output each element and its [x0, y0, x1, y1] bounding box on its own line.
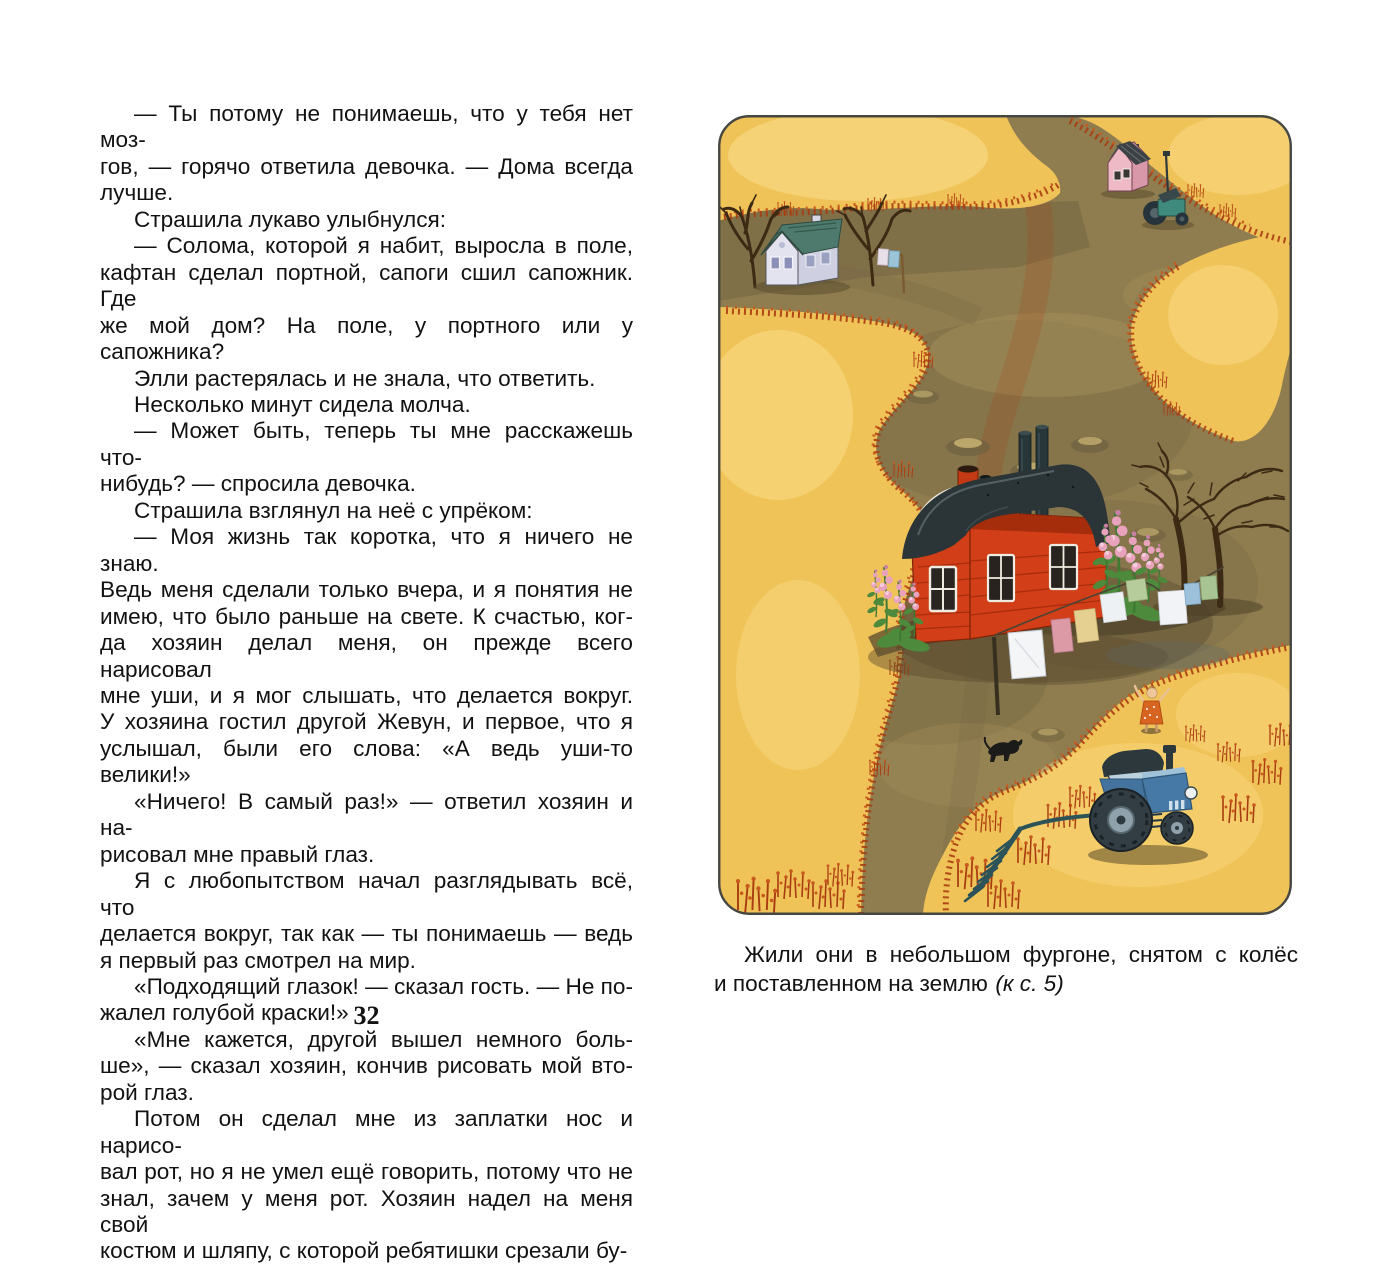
caption-page-reference: (к с. 5): [995, 970, 1064, 996]
text-line: костюм и шляпу, с которой ребятишки срезали бу-: [100, 1238, 628, 1264]
text-line: «Мне кажется, другой вышел немного боль-: [134, 1026, 633, 1052]
text-line: вал рот, но я не умел ещё говорить, потому что не: [100, 1159, 633, 1185]
text-line: Элли растерялась и не знала, что ответить.: [134, 365, 596, 391]
text-line: Ведь меня сделали только вчера, и я понятия не: [100, 577, 633, 603]
text-line: Несколько минут сидела молча.: [134, 391, 471, 417]
text-line: У хозяина гостил другой Жевун, и первое, что я: [100, 709, 633, 735]
text-line: Страшила взглянул на неё с упрёком:: [134, 497, 533, 523]
text-line: Я с любопытством начал разглядывать всё, что: [100, 868, 633, 920]
text-line: да хозяин делал меня, он прежде всего нарисовал: [100, 630, 633, 682]
text-line: мне уши, и я мог слышать, что делается вокруг.: [100, 682, 633, 708]
caption-text: и поставленном на землю: [714, 970, 988, 996]
text-line: рисовал мне правый глаз.: [100, 841, 375, 867]
illustration: [718, 115, 1292, 915]
caption-line: Жили они в небольшом фургоне, снятом с колёс: [744, 942, 1298, 967]
text-line: я первый раз смотрел на мир.: [100, 947, 416, 973]
text-line: лучше.: [100, 180, 174, 206]
text-line: — Моя жизнь так коротка, что я ничего не знаю.: [100, 524, 633, 576]
text-line: «Подходящий глазок! — сказал гость. — Не по-: [134, 973, 633, 999]
text-line: ше», — сказал хозяин, кончив рисовать мой вто-: [100, 1053, 633, 1079]
text-line: «Ничего! В самый раз!» — ответил хозяин и на-: [100, 788, 633, 841]
text-line: жалел голубой краски!»: [100, 1000, 349, 1026]
text-line: — Ты потому не понимаешь, что у тебя нет моз-: [100, 101, 633, 153]
text-line: услышал, были его слова: «А ведь уши-то велики!»: [100, 735, 633, 788]
left-page-text: [100, 101, 633, 1265]
text-line: Страшила лукаво улыбнулся:: [134, 206, 447, 232]
illustration-caption: [714, 941, 1298, 998]
text-line: делается вокруг, так как — ты понимаешь — ведь: [100, 921, 633, 947]
text-line: же мой дом? На поле, у портного или у сапожника?: [100, 312, 633, 365]
text-line: имею, что было раньше на свете. К счастью, ког-: [100, 603, 633, 629]
text-line: Потом он сделал мне из заплатки нос и нарисо-: [100, 1106, 633, 1158]
text-line: кафтан сделал портной, сапоги сшил сапожник. Где: [100, 259, 633, 312]
text-line: — Может быть, теперь ты мне расскажешь что-: [100, 418, 633, 470]
text-line: гов, — горячо ответила девочка. — Дома всегда: [100, 153, 633, 179]
text-line: нибудь? — спросила девочка.: [100, 471, 416, 497]
text-line: знал, зачем у меня рот. Хозяин надел на меня свой: [100, 1185, 633, 1238]
text-line: — Солома, которой я набит, выросла в поле,: [134, 233, 633, 259]
page-number: 32: [353, 1001, 380, 1030]
caption-line: [714, 970, 1298, 999]
text-line: рой глаз.: [100, 1079, 194, 1105]
